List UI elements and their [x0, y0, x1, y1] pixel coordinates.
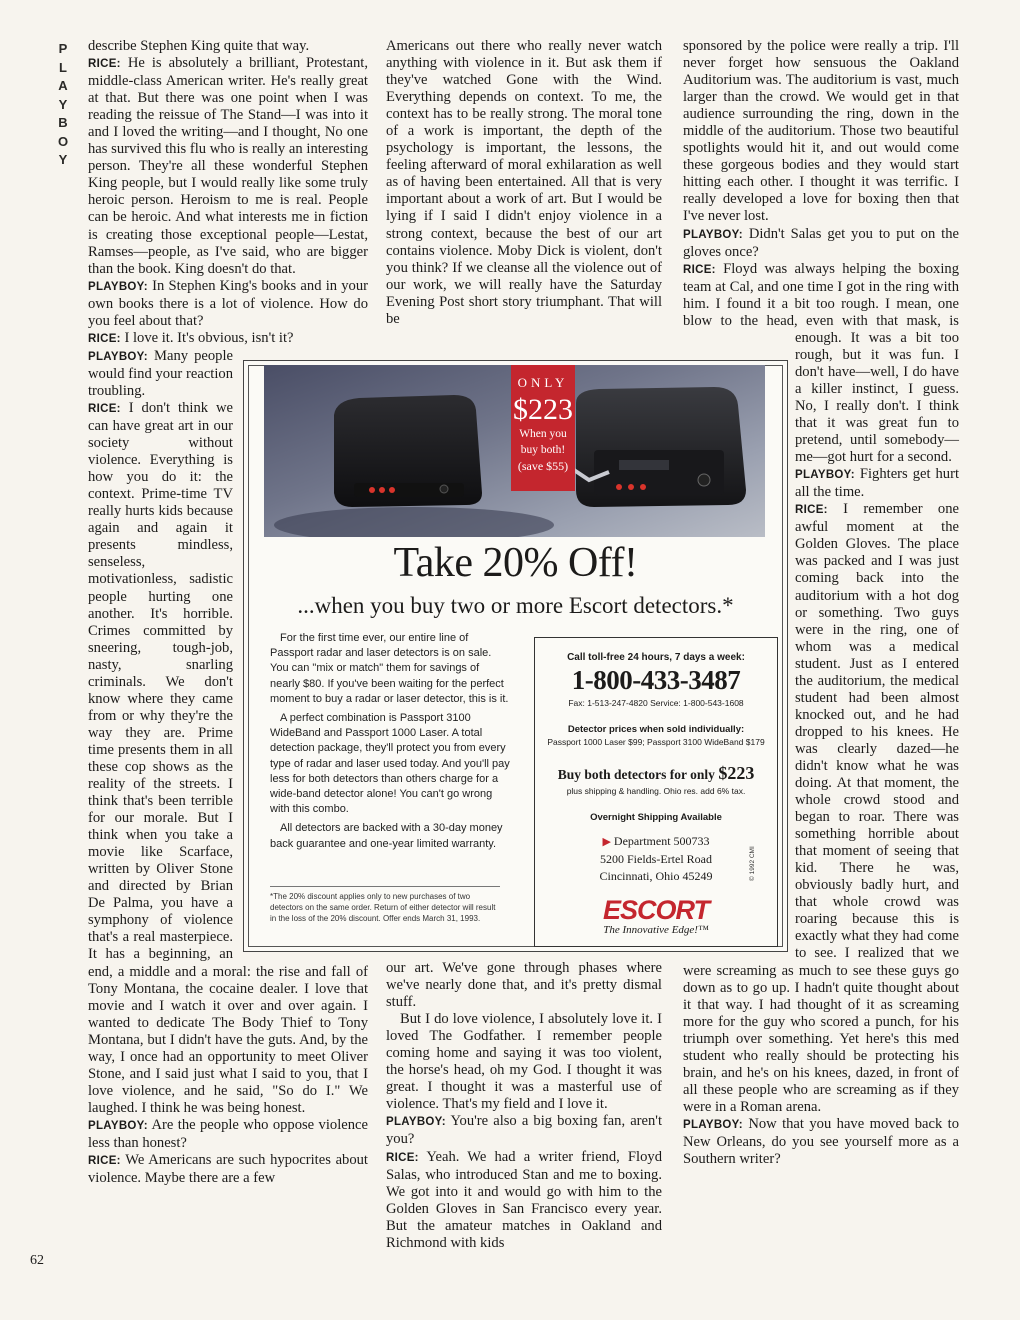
ad-body-copy [270, 631, 510, 856]
paragraph-text: Are the people who oppose violence less than honest? [88, 1116, 368, 1151]
paragraph-text: In Stephen King's books and in your own books there is a lot of violence. How do you feel about that? [88, 277, 368, 329]
article-paragraph [88, 1152, 368, 1187]
badge-when-2: buy both! [520, 444, 566, 456]
magazine-name-vertical [56, 40, 70, 170]
tax-line: plus shipping & handling. Ohio res. add 6% tax. [566, 786, 746, 796]
ad-body-paragraph: For the first time ever, our entire line of Passport radar and laser detectors is on sale. You can "mix or match" them for savings of nearly $80. If you've been waiting for the perfect moment to buy a radar or laser detector, this is it. [270, 632, 509, 705]
paragraph-text: You're also a big boxing fan, aren't you? [386, 1113, 662, 1148]
address-line-1: Department 500733 [613, 834, 710, 848]
triangle-bullet-icon: ▶ [602, 836, 611, 848]
badge-only: ONLY [517, 375, 569, 390]
speaker-label: PLAYBOY: [795, 469, 855, 482]
paragraph-text: Fighters get hurt all the time. [795, 466, 959, 501]
fax-service-line: Fax: 1-513-247-4820 Service: 1-800-543-1608 [568, 698, 744, 708]
paragraph-text: Floyd was always helping the boxing team at Cal, and one time I got in the ring with him. I found it a bit too rough. I mean, one blow to the head, even with that mask, is enough. It was a bit too rough, but it was fun. I don't have—well, I do have a killer instinct, I guess. No, I really don't. I think that it was great fun to pretend, until somebody—me—got hurt for a second. [683, 260, 959, 466]
badge-save: (save $55) [517, 459, 569, 473]
ad-body-paragraph: All detectors are backed with a 30-day money back guarantee and one-year limited warranty. [270, 822, 503, 850]
speaker-label: RICE: [88, 402, 121, 415]
magazine-name-letter: Y [58, 152, 68, 167]
paragraph-text: I don't think we can have great art in our society without violence. Everything is how you do it: the context. Prime-time TV really hurts kids because again and again it presents mindless, senseless, motivationless, sadistic people hurting one another. It's horrible. Crimes committed by sneering, tough-job, nasty, snarling criminals. We don't know where they came from or why they're the way they are. Prime time presents them in all these cop shows as the reality of the streets. I think that's been terrible for our morale. But I think when you take a movie like Scarface, written by Oliver Stone and directed by Brian De Palma, you have a symphony of violence that's a real masterpiece. It has a beginning, an end, a middle and a moral: the rise and fall of Tony Montana, the cocaine dealer. I love that movie and I watch it over and over again. I wanted to dedicate The Body Thief to Tony Montana, but I didn't have the guts. And, by the way, I once had an opportunity to meet Oliver Stone, and I said just what I said to you, that I love violence, and he said, "So do I." We laughed. I think he was being honest. [88, 399, 368, 1116]
ad-fine-print: *The 20% discount applies only to new purchases of two detectors on the same order. Return of either detector will result in the loss of the 20% discount. Offer ends March 31, 1993. [270, 886, 500, 924]
paragraph-text: describe Stephen King quite that way. [88, 38, 310, 54]
ad-subhead: ...when you buy two or more Escort detectors.* [297, 593, 734, 618]
call-line: Call toll-free 24 hours, 7 days a week: [567, 652, 745, 663]
paragraph-text: Many people would find your reaction troubling. [88, 347, 233, 399]
badge-when-1: When you [519, 428, 567, 440]
magazine-name-letter: O [57, 133, 69, 149]
speaker-label: PLAYBOY: [683, 228, 743, 241]
paragraph-text: We Americans are such hypocrites about violence. Maybe there are a few [88, 1152, 368, 1187]
article-column-2-top [386, 38, 662, 328]
paragraph-text: Yeah. We had a writer friend, Floyd Salas, who introduced Stan and me to boxing. We got into it and would go with him to the Golden Gloves in San Francisco every year. But the amateur matches in Oakland and Richmond with kids [386, 1148, 662, 1251]
speaker-label: PLAYBOY: [386, 1116, 446, 1129]
paragraph-text: I love it. It's obvious, isn't it? [120, 329, 294, 346]
ad-body-paragraph: A perfect combination is Passport 3100 WideBand and Passport 1000 Laser. A total detection package, they'll protect you from every type of radar and laser used today. And you'll pay less for both detectors than others charge for a wide-band detector alone! You can't go wrong with this combo. [270, 712, 510, 816]
speaker-label: PLAYBOY: [683, 1118, 743, 1131]
paragraph-text: But I do love violence, I absolutely love it. I loved The Godfather. I remember people coming home and saying it was too violent, the horse's head, oh my God. I thought it was great. I thought it was a masterful use of violence. That's my field and I love it. [386, 1011, 662, 1113]
speaker-label: RICE: [88, 332, 121, 345]
article-paragraph [386, 1149, 662, 1252]
escort-logo: ESCORT [602, 895, 710, 925]
ad-copyright: © 1992 CMI [749, 846, 756, 881]
article-paragraph [88, 55, 368, 278]
prices-line: Passport 1000 Laser $99; Passport 3100 WideBand $179 [547, 737, 765, 747]
order-box [534, 637, 778, 947]
article-column-2-bottom [386, 960, 662, 1252]
prices-heading: Detector prices when sold individually: [567, 724, 745, 735]
mailing-address [535, 833, 777, 885]
buy-both-price: $223 [718, 763, 755, 783]
magazine-name-letter: L [59, 59, 67, 75]
article-paragraph [88, 38, 368, 55]
badge-price: $223 [513, 393, 573, 426]
article-paragraph [683, 38, 959, 226]
escort-advertisement [243, 360, 788, 952]
speaker-label: RICE: [88, 58, 121, 71]
article-paragraph [88, 1117, 368, 1152]
price-badge [511, 365, 575, 491]
magazine-name-letter: A [58, 78, 68, 93]
article-paragraph [386, 1113, 662, 1148]
paragraph-text: sponsored by the police were really a trip. I'll never forget how sensuous the Oakland Auditorium was. The auditorium is vast, much larger than the crowd. We would get in that audience surrounding the ring, down in the middle of the auditorium. Those two beautiful spotlights would hit it, and out would come these gorgeous bodies and they would start hitting each other. I thought it was terrific. I really developed a love for boxing then that I've never lost. [683, 38, 959, 225]
paragraph-text: Didn't Salas get you to put on the gloves once? [683, 225, 959, 260]
article-paragraph [683, 226, 959, 261]
article-paragraph [386, 960, 662, 1011]
ad-headline: Take 20% Off! [393, 540, 638, 586]
paragraph-text: I remember one awful moment at the Golden Gloves. The place was packed and I was just coming back into the auditorium with a hot dog or something. Two guys were in the ring, one of whom was a medical student. Just as I entered the auditorium, the medical student had been almost knocked out, and he had dropped to his knees. He was clearly dazed—he didn't know what he was doing. At that moment, the whole crowd stood and began to roar. There was something horrible about that moment of seeing that kid. There he was, obviously badly hurt, and that whole crowd was roaring because this is exactly what they had come to see. I realized that we were screaming as much to see these guys go down as to go up. I hadn't quite thought about it that way. I had thought of it as screaming more for the guy who scored a punch, for his triumph over something. Yet here's this med student who really should be protecting his brain, and he's on his knees, dazed, in front of all these people who are screaming as if they were in a Roman arena. [683, 501, 959, 1115]
magazine-name-letter: B [58, 115, 68, 130]
article-paragraph [88, 278, 368, 330]
paragraph-text: He is absolutely a brilliant, Protestant, middle-class American writer. He's really great at that. But there was one point when I was reading the reissue of The Stand—I was into it and I loved the writing—and I thought, No one has survived this flu who is really an interesting person. They're all these wonderful Stephen King people, but I would really like some truly heroic person. Heroism to me is real. People can be heroic. And what interests me in fiction is creating those exceptional people—Lestat, Ramses—people, as I've said, who are bigger than the book. King doesn't do that. [88, 55, 368, 277]
speaker-label: PLAYBOY: [88, 350, 148, 363]
speaker-label: RICE: [795, 504, 828, 517]
speaker-label: RICE: [386, 1151, 419, 1164]
article-paragraph: Americans out there who really never watch anything with violence in it. But ask them if they've watched Gone with the Wind. Everything depends on context. To me, the context has to be really strong. The moral tone of a work is important, the depth of the psychology is important, the lessons, the feeling afterward of moral exhilaration as well as of having been entertained. All that is very important about a work of art. But I would be lying if I said I didn't enjoy violence in a strong context, because the best of our art contains violence. Moby Dick is violent, don't you think? If we cleanse all the violence out of our work, we will really have the Saturday Evening Post short story triumphant. That will be [386, 38, 662, 327]
buy-both-line [535, 763, 777, 784]
speaker-label: RICE: [683, 263, 716, 276]
magazine-name-letter: Y [58, 96, 68, 112]
buy-both-text: Buy both detectors for only [557, 767, 715, 782]
article-paragraph [683, 1116, 959, 1168]
phone-number: 1-800-433-3487 [571, 665, 741, 695]
paragraph-text: Now that you have moved back to New Orleans, do you see yourself more as a Southern writer? [683, 1115, 959, 1168]
address-line-2: 5200 Fields-Ertel Road [600, 852, 712, 866]
page-number: 62 [30, 1253, 44, 1268]
magazine-name-letter: P [58, 41, 68, 56]
speaker-label: PLAYBOY: [88, 280, 148, 293]
shipping-line: Overnight Shipping Available [590, 812, 722, 823]
escort-tagline: The Innovative Edge!™ [603, 924, 709, 936]
paragraph-text: our art. We've gone through phases where we've nearly done that, and it's pretty dismal stuff. [386, 960, 662, 1011]
article-paragraph [88, 330, 368, 348]
product-photo [264, 365, 765, 537]
address-line-3: Cincinnati, Ohio 45249 [599, 869, 713, 883]
speaker-label: PLAYBOY: [88, 1119, 148, 1132]
article-paragraph [386, 1011, 662, 1113]
speaker-label: RICE: [88, 1155, 121, 1168]
